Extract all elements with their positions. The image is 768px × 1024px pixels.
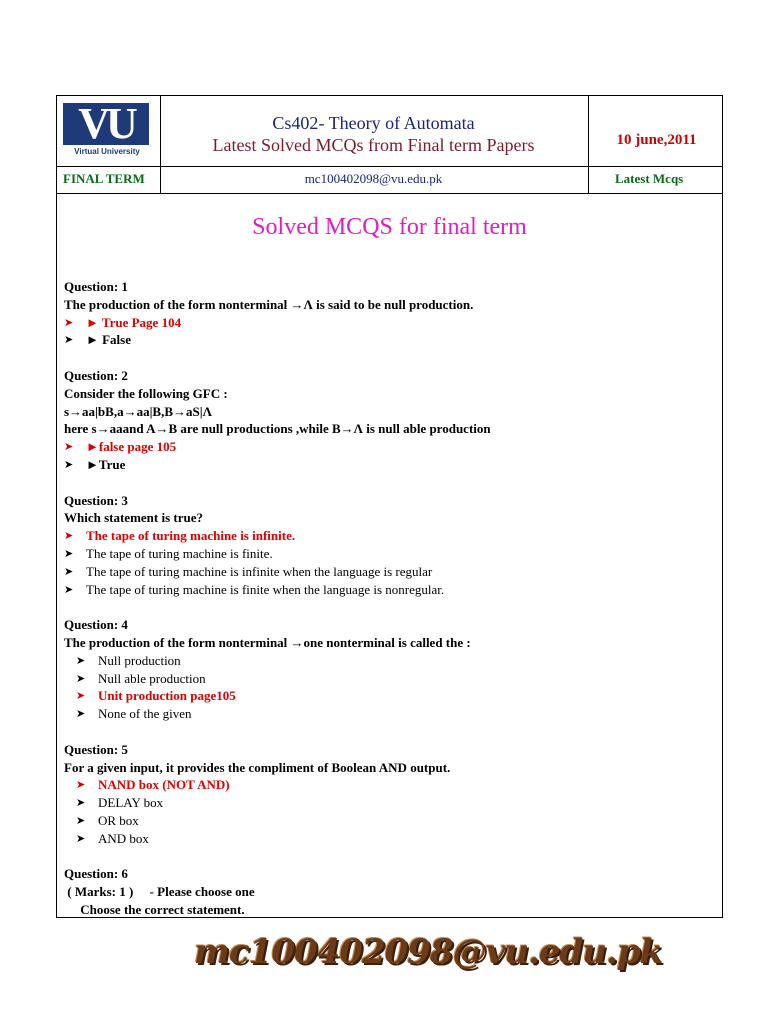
option-correct: ➤ NAND box (NOT AND): [76, 777, 230, 793]
arrow-bullet-icon: ➤: [64, 546, 74, 560]
question-label: Question: 2: [64, 367, 128, 383]
course-code: Cs402: [272, 113, 319, 133]
question-stem: ( Marks: 1 ) - Please choose one: [64, 884, 255, 900]
option: ➤ OR box: [76, 812, 139, 828]
question-stem: Which statement is true?: [64, 510, 204, 526]
question-block: [64, 616, 714, 723]
document-frame: [56, 95, 723, 918]
option-correct: ➤ Unit production page105: [76, 688, 236, 704]
email-watermark: mc100402098@vu.edu.pk: [194, 932, 663, 972]
option: ➤ DELAY box: [76, 795, 164, 811]
question-block: [64, 741, 714, 848]
divider: [588, 96, 589, 193]
arrow-bullet-icon: ➤: [76, 778, 86, 792]
question-stem: here s→aaand A→B are null productions ,while B→Λ is null able production: [64, 421, 491, 437]
email-link[interactable]: mc100402098@vu.edu.pk: [304, 171, 443, 186]
question-stem: Consider the following GFC :: [64, 385, 228, 401]
question-block: [64, 865, 714, 918]
arrow-bullet-icon: ➤: [76, 689, 86, 703]
header-row: [57, 96, 722, 167]
question-stem: s→aa|bB,a→aa|B,B→aS|Λ: [64, 403, 212, 419]
subtitle: Latest Solved MCQs from Final term Papers: [212, 135, 535, 155]
logo-subtext: Virtual University: [74, 147, 140, 156]
option: ➤ The tape of turing machine is infinite when the language is regular: [64, 563, 433, 579]
option-correct: ➤ ►false page 105: [64, 439, 177, 455]
arrow-bullet-icon: ➤: [64, 564, 74, 578]
arrow-bullet-icon: ➤: [76, 796, 86, 810]
arrow-bullet-icon: ➤: [76, 707, 86, 721]
date-label: 10 june,2011: [616, 132, 697, 148]
page-title: [161, 112, 586, 156]
question-block: [64, 367, 714, 474]
question-stem: The production of the form nonterminal →one nonterminal is called the :: [64, 634, 471, 650]
course-title: - Theory of Automata: [318, 113, 475, 133]
arrow-bullet-icon: ➤: [76, 653, 86, 667]
arrow-bullet-icon: ➤: [64, 582, 74, 596]
question-label: Question: 1: [64, 279, 128, 294]
arrow-bullet-icon: ➤: [64, 333, 74, 347]
option: ➤ ►True: [64, 456, 126, 472]
question-label: Question: 5: [64, 741, 128, 757]
question-stem: The production of the form nonterminal →Λ is said to be null production.: [64, 296, 474, 312]
option: ➤ ► False: [64, 332, 131, 348]
question-stem: For a given input, it provides the compliment of Boolean AND output.: [64, 759, 451, 775]
latest-mcqs-label: Latest Mcqs: [615, 171, 684, 186]
option-correct: ➤ The tape of turing machine is infinite.: [64, 528, 296, 544]
option: ➤ Null able production: [76, 670, 206, 686]
questions-list: [64, 278, 714, 936]
question-stem: Choose the correct statement.: [64, 901, 245, 917]
section-heading: Solved MCQS for final term: [252, 214, 527, 240]
arrow-bullet-icon: ➤: [76, 831, 86, 845]
option: ➤ AND box: [76, 830, 149, 846]
arrow-bullet-icon: ➤: [76, 813, 86, 827]
question-label: Question: 4: [64, 617, 128, 633]
question-label: Question: 6: [64, 866, 128, 882]
question-block: [64, 278, 714, 349]
option: ➤ Null production: [76, 652, 181, 668]
arrow-bullet-icon: ➤: [64, 440, 74, 454]
subheader-row: [57, 166, 722, 194]
option-correct: ➤ ► True Page 104: [64, 314, 182, 330]
question-label: Question: 3: [64, 492, 128, 508]
question-block: [64, 492, 714, 599]
arrow-bullet-icon: ➤: [64, 457, 74, 471]
arrow-bullet-icon: ➤: [64, 315, 74, 329]
arrow-bullet-icon: ➤: [76, 671, 86, 685]
arrow-bullet-icon: ➤: [64, 529, 74, 543]
option: ➤ The tape of turing machine is finite when the language is nonregular.: [64, 581, 445, 597]
option: ➤ The tape of turing machine is finite.: [64, 545, 273, 561]
divider: [160, 96, 161, 193]
final-term-label: FINAL TERM: [63, 171, 145, 186]
vu-logo: VU Virtual University: [63, 103, 151, 159]
option: ➤ None of the given: [76, 706, 192, 722]
